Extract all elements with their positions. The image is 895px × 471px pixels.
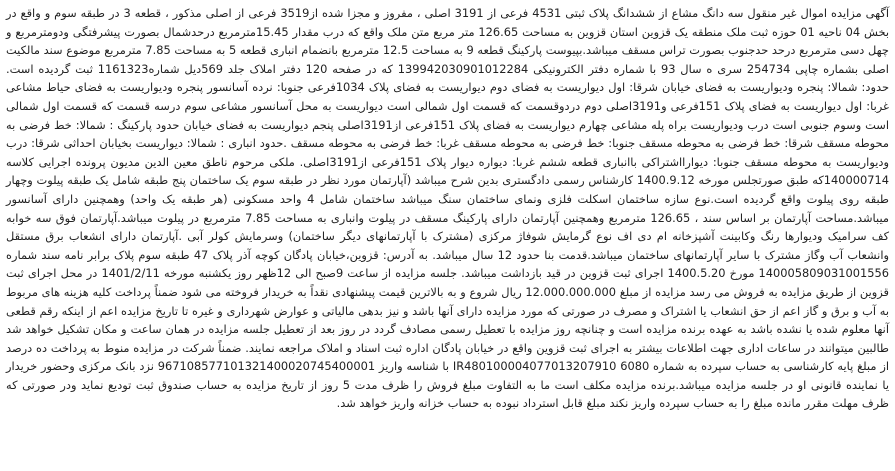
auction-notice-text: آگهی مزایده اموال غیر منقول سه دانگ مشاع از ششدانگ پلاک ثبتی 4531 فرعی از 3191 اصلی ، مفروز و مجزا شده از3519 فرعی از اصلی مذکور ، قطعه 3 در طبقه سوم و واقع در بخش 04 ناحیه 01 حوزه ثبت ملک منطقه یک قزوین استان قزوین به مساحت 126.65 متر مربع متن ملک واقع که درب مقدار 15.45مترمربع درحدشمال بصورت پیشرفتگی ودومترمربع و چهل دسی مترمربع درحد حدجنوب بصورت تراس مسقف میباشد.بپیوست پارکینگ قطعه 9 به مساحت 12.5 مترمربع بانضمام انباری قطعه 5 به مساحت 7.85 مترمربع موضوع سند مالکیت اصلی بشماره چاپی 254734 سری ه سال 93 با شماره دفتر الکترونیکی 139942030901012284 که در صفحه 120 دفتر املاک جلد 569دیل شماره1161323 ثبت گردیده است. حدود: شمالا: پنجره ودیواریست به فضای خیابان شرقا: اول دیواریست به فضای دوم دیواریست به فضای پلاک 1034فرعی جنوبا: نرده آسانسور پنجره ودیواریست به فضای حیاط مشاعی غربا: اول دیواریست به فضای پلاک 151فرعی و3191اصلی دوم دردوقسمت که قسمت اول شمالی است دیواریست به محل آسانسور مشاعی سوم درسه قسمت که قسمت اول شمالی است وسوم جنوبی است درب ودیواریست براه پله مشاعی چهارم دیواریست به فضای پلاک 151فرعی از3191اصلی پنجم دیواریست به فضای خیابان حدود پارکینگ : شمالا: خط فرضی به محوطه مسقف شرقا: خط فرضی به محوطه مسقف جنوبا: خط فرضی به محوطه مسقف غربا: خط فرضی به محوطه مسقف .حدود انباری : شمالا: دیواریست بخیابان احداثی شرقا: درب ودیواریست به محوطه مسقف جنوبا: دیوارااشتراکی باانباری قطعه ششم غربا: دیواره دیوار پلاک 151فرعی از3191اصلی. ملکی مرحوم ناطق معین الدین مدیون پرونده اجرایی کلاسه 140000714که طبق صورتجلس مورخه 1400.9.12 کارشناس رسمی دادگستری بدین شرح میباشد (آپارتمان مورد نظر در طبقه سوم یک ساختمان پنج طبقه شامل یک طبقه پیلوت وچهار طبقه روی پیلوت واقع گردیده است.نوع سازه ساختمان اسکلت فلزی ونمای ساختمان سنگ میباشد ساختمان شامل 4 واحد مسکونی (هر طبقه یک واحد) وهمچنین دارای آسانسور میباشد.مساحت آپارتمان بر اساس سند ، 126.65 مترمربع وهمچنین آپارتمان دارای پارکینگ مسقف در پیلوت وانباری به مساحت 7.85 مترمربع در پیلوت میباشد.آپارتمان فوق سه خوابه کف سرامیک ودیوارها رنگ وکابینت آشپزخانه ام دی اف نوع گرمایش شوفاژ مرکزی (مشترک با آپارتمانهای دیگر ساختمان) وسرمایش کولر آبی .آپارتمان دارای انشعاب برق مستقل وانشعاب آب وگاز مشترک با سایر آپارتمانهای ساختمان میباشد.قدمت بنا حدود 12 سال میباشد. به آدرس: قزوین،خیابان پادگان کوچه آذر پلاک 47 طبقه سوم پلاک برابر نامه سند شماره 140005809031001556 مورخ 1400.5.20 اجرای ثبت قزوین در قید بازداشت میباشد. جلسه مزایده از ساعت 9صبح الی 12ظهر روز یکشنبه مورخه 1401/2/11 در محل اجرای ثبت قزوین از طریق مزایده به فروش می رسد مزایده از مبلغ 12.000.000.000 ریال شروع و به بالاترین قیمت پیشنهادی نقداً به خریدار فروخته می شود ضمناً پرداخت کلیه هزینه های مربوط به آب و برق و گاز اعم از حق انشعاب یا اشتراک و مصرف در صورتی که مورد مزایده دارای آنها باشد و نیز بدهی مالیاتی و عوارض شهرداری و غیره تا تاریخ مزایده اعم از اینکه رقم قطعی آنها معلوم شده یا نشده باشد به عهده برنده مزایده است و چنانچه روز مزایده با تعطیل رسمی مصادف گردد در روز بعد از تعطیل جلسه مزایده در همان ساعت و مکان تشکیل خواهد شد طالبین میتوانند در ساعات اداری جهت اطلاعات بیشتر به اجرای ثبت قزوین واقع در خیابان پادگان اداره ثبت اسناد و املاک مراجعه نمایند. ضمناً شرکت در مزایده منوط به پرداخت ده درصد از مبلغ پایه کارشناسی به حساب سپرده به شماره IR480100004077013207910 6080 با شناسه واریز 967108577101321400020745400001 نزد بانک مرکزی وحضور خریدار یا نماینده قانونی او در جلسه مزایده میباشد.برنده مزایده مکلف است ما به التفاوت مبلغ فروش را ظرف مدت 5 روز از تاریخ مزایده به حساب صندوق ثبت تودیع نماید ودر صورتی که ظرف مهلت مقرر مانده مبلغ را به حساب سپرده واریز نکند مبلغ قابل استرداد نبوده به حساب خزانه واریز خواهد شد. (6, 6, 890, 411)
